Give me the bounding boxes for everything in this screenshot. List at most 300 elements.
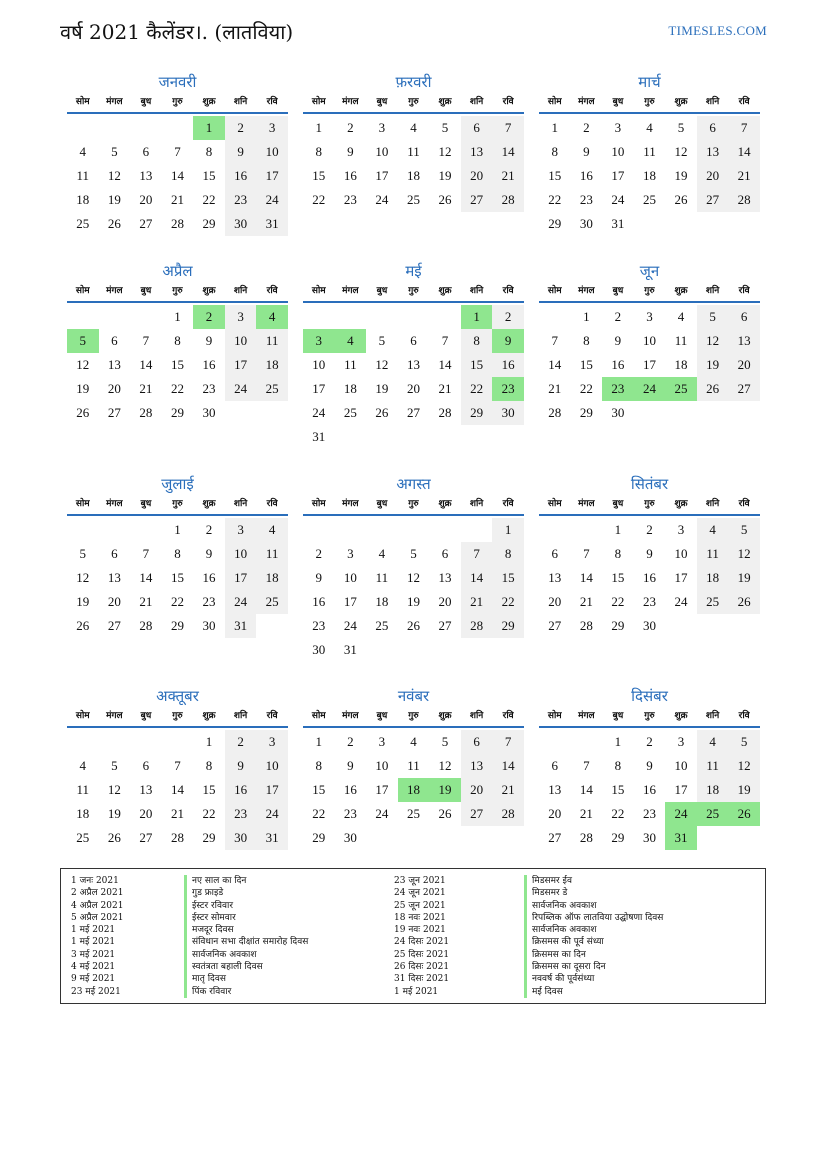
- day-cell[interactable]: 19: [406, 594, 420, 609]
- day-cell[interactable]: 14: [579, 782, 593, 797]
- day-cell[interactable]: 26: [107, 216, 121, 231]
- day-cell[interactable]: 9: [583, 144, 590, 159]
- day-cell[interactable]: 28: [548, 405, 562, 420]
- day-cell[interactable]: 31: [225, 614, 257, 638]
- day-cell[interactable]: 7: [461, 542, 493, 566]
- day-cell[interactable]: 9: [205, 333, 213, 348]
- day-cell[interactable]: 18: [642, 168, 656, 183]
- day-cell[interactable]: 19: [375, 381, 389, 396]
- day-cell[interactable]: 18: [256, 566, 288, 590]
- day-cell[interactable]: 26: [375, 405, 389, 420]
- day-cell[interactable]: 30: [579, 216, 593, 231]
- day-cell[interactable]: 17: [375, 782, 389, 797]
- day-cell[interactable]: 24: [225, 377, 257, 401]
- day-cell[interactable]: 24: [225, 590, 257, 614]
- day-cell[interactable]: 10: [674, 546, 688, 561]
- day-cell[interactable]: 19: [76, 381, 90, 396]
- day-cell[interactable]: 28: [170, 216, 184, 231]
- day-cell[interactable]: 19: [438, 168, 452, 183]
- day-cell[interactable]: 31: [256, 212, 288, 236]
- day-cell[interactable]: 3: [225, 305, 257, 329]
- day-cell[interactable]: 13: [406, 357, 420, 372]
- day-cell[interactable]: 2: [583, 120, 590, 135]
- day-cell[interactable]: 10: [312, 357, 326, 372]
- day-cell[interactable]: 23: [225, 188, 257, 212]
- day-cell[interactable]: 9: [646, 546, 653, 561]
- day-cell[interactable]: 15: [611, 570, 625, 585]
- day-cell[interactable]: 14: [728, 140, 760, 164]
- day-cell[interactable]: 7: [174, 144, 181, 159]
- day-cell[interactable]: 17: [225, 566, 257, 590]
- day-cell[interactable]: 31: [611, 216, 625, 231]
- day-cell[interactable]: 11: [76, 168, 90, 183]
- day-cell[interactable]: 24: [256, 188, 288, 212]
- day-cell[interactable]: 27: [728, 377, 760, 401]
- day-cell[interactable]: 2: [225, 116, 257, 140]
- day-cell[interactable]: 27: [438, 618, 452, 633]
- day-cell[interactable]: 6: [551, 546, 559, 561]
- day-cell[interactable]: 12: [697, 329, 729, 353]
- day-cell[interactable]: 3: [677, 522, 685, 537]
- day-cell[interactable]: 5: [441, 120, 449, 135]
- day-cell[interactable]: 17: [611, 168, 625, 183]
- day-cell[interactable]: 18: [406, 168, 420, 183]
- day-cell[interactable]: 25: [76, 830, 90, 845]
- day-cell[interactable]: 29: [548, 216, 562, 231]
- day-cell[interactable]: 26: [728, 590, 760, 614]
- day-cell[interactable]: 28: [139, 618, 153, 633]
- day-cell[interactable]: 18: [256, 353, 288, 377]
- day-cell[interactable]: 16: [611, 357, 625, 372]
- day-cell[interactable]: 4: [256, 305, 288, 329]
- day-cell[interactable]: 31: [343, 642, 357, 657]
- day-cell[interactable]: 23: [312, 618, 326, 633]
- day-cell[interactable]: 3: [378, 734, 386, 749]
- day-cell[interactable]: 7: [583, 758, 590, 773]
- day-cell[interactable]: 3: [646, 309, 653, 324]
- day-cell[interactable]: 13: [461, 754, 493, 778]
- day-cell[interactable]: 14: [139, 357, 153, 372]
- day-cell[interactable]: 8: [174, 546, 181, 561]
- day-cell[interactable]: 26: [728, 802, 760, 826]
- day-cell[interactable]: 31: [665, 826, 697, 850]
- day-cell[interactable]: 12: [76, 570, 90, 585]
- day-cell[interactable]: 5: [697, 305, 729, 329]
- day-cell[interactable]: 26: [406, 618, 420, 633]
- day-cell[interactable]: 29: [312, 830, 326, 845]
- day-cell[interactable]: 9: [614, 333, 622, 348]
- day-cell[interactable]: 6: [728, 305, 760, 329]
- day-cell[interactable]: 3: [614, 120, 622, 135]
- day-cell[interactable]: 2: [646, 734, 653, 749]
- day-cell[interactable]: 22: [579, 381, 593, 396]
- day-cell[interactable]: 29: [611, 618, 625, 633]
- day-cell[interactable]: 15: [492, 566, 524, 590]
- day-cell[interactable]: 28: [728, 188, 760, 212]
- day-cell[interactable]: 16: [225, 164, 257, 188]
- day-cell[interactable]: 8: [492, 542, 524, 566]
- day-cell[interactable]: 23: [343, 806, 357, 821]
- day-cell[interactable]: 3: [225, 518, 257, 542]
- day-cell[interactable]: 11: [407, 758, 420, 773]
- day-cell[interactable]: 15: [461, 353, 493, 377]
- day-cell[interactable]: 1: [315, 120, 323, 135]
- day-cell[interactable]: 20: [139, 192, 153, 207]
- day-cell[interactable]: 11: [256, 542, 288, 566]
- day-cell[interactable]: 2: [315, 546, 323, 561]
- day-cell[interactable]: 12: [76, 357, 90, 372]
- day-cell[interactable]: 28: [579, 830, 593, 845]
- day-cell[interactable]: 23: [202, 594, 216, 609]
- day-cell[interactable]: 1: [461, 305, 493, 329]
- day-cell[interactable]: 20: [438, 594, 452, 609]
- day-cell[interactable]: 4: [410, 120, 417, 135]
- day-cell[interactable]: 22: [202, 806, 216, 821]
- day-cell[interactable]: 30: [202, 405, 216, 420]
- day-cell[interactable]: 4: [378, 546, 386, 561]
- day-cell[interactable]: 21: [139, 594, 153, 609]
- day-cell[interactable]: 15: [548, 168, 562, 183]
- day-cell[interactable]: 7: [492, 116, 524, 140]
- day-cell[interactable]: 12: [438, 144, 452, 159]
- day-cell[interactable]: 9: [315, 570, 323, 585]
- day-cell[interactable]: 26: [438, 806, 452, 821]
- day-cell[interactable]: 15: [579, 357, 593, 372]
- day-cell[interactable]: 8: [205, 758, 213, 773]
- day-cell[interactable]: 20: [107, 381, 121, 396]
- day-cell[interactable]: 9: [646, 758, 653, 773]
- day-cell[interactable]: 7: [728, 116, 760, 140]
- day-cell[interactable]: 19: [429, 778, 461, 802]
- day-cell[interactable]: 10: [642, 333, 656, 348]
- day-cell[interactable]: 13: [139, 168, 153, 183]
- day-cell[interactable]: 21: [579, 806, 593, 821]
- day-cell[interactable]: 12: [375, 357, 389, 372]
- day-cell[interactable]: 4: [697, 730, 729, 754]
- day-cell[interactable]: 11: [76, 782, 90, 797]
- day-cell[interactable]: 22: [202, 192, 216, 207]
- day-cell[interactable]: 16: [579, 168, 593, 183]
- day-cell[interactable]: 9: [347, 758, 354, 773]
- day-cell[interactable]: 22: [611, 806, 625, 821]
- day-cell[interactable]: 25: [256, 377, 288, 401]
- day-cell[interactable]: 4: [677, 309, 685, 324]
- day-cell[interactable]: 20: [461, 164, 493, 188]
- day-cell[interactable]: 24: [674, 594, 688, 609]
- day-cell[interactable]: 15: [202, 168, 216, 183]
- day-cell[interactable]: 7: [583, 546, 590, 561]
- day-cell[interactable]: 14: [579, 570, 593, 585]
- day-cell[interactable]: 27: [461, 802, 493, 826]
- day-cell[interactable]: 8: [551, 144, 559, 159]
- day-cell[interactable]: 19: [76, 594, 90, 609]
- day-cell[interactable]: 1: [583, 309, 590, 324]
- day-cell[interactable]: 26: [107, 830, 121, 845]
- day-cell[interactable]: 29: [461, 401, 493, 425]
- day-cell[interactable]: 1: [174, 309, 181, 324]
- day-cell[interactable]: 19: [697, 353, 729, 377]
- day-cell[interactable]: 27: [548, 830, 562, 845]
- day-cell[interactable]: 15: [170, 357, 184, 372]
- day-cell[interactable]: 18: [343, 381, 357, 396]
- day-cell[interactable]: 4: [646, 120, 653, 135]
- site-link[interactable]: TIMESLES.COM: [668, 23, 767, 38]
- day-cell[interactable]: 25: [256, 590, 288, 614]
- day-cell[interactable]: 17: [256, 164, 288, 188]
- day-cell[interactable]: 4: [79, 144, 87, 159]
- day-cell[interactable]: 20: [107, 594, 121, 609]
- day-cell[interactable]: 18: [398, 778, 430, 802]
- day-cell[interactable]: 27: [697, 188, 729, 212]
- day-cell[interactable]: 29: [202, 216, 216, 231]
- day-cell[interactable]: 27: [548, 618, 562, 633]
- day-cell[interactable]: 21: [170, 806, 184, 821]
- day-cell[interactable]: 4: [410, 734, 417, 749]
- day-cell[interactable]: 7: [492, 730, 524, 754]
- day-cell[interactable]: 10: [225, 542, 257, 566]
- day-cell[interactable]: 16: [202, 570, 216, 585]
- day-cell[interactable]: 29: [170, 405, 184, 420]
- day-cell[interactable]: 24: [634, 377, 666, 401]
- day-cell[interactable]: 21: [728, 164, 760, 188]
- day-cell[interactable]: 16: [642, 782, 656, 797]
- day-cell[interactable]: 10: [225, 329, 257, 353]
- day-cell[interactable]: 11: [344, 357, 357, 372]
- day-cell[interactable]: 19: [728, 778, 760, 802]
- day-cell[interactable]: 21: [492, 164, 524, 188]
- day-cell[interactable]: 9: [205, 546, 213, 561]
- day-cell[interactable]: 19: [728, 566, 760, 590]
- day-cell[interactable]: 7: [142, 546, 150, 561]
- day-cell[interactable]: 17: [256, 778, 288, 802]
- day-cell[interactable]: 6: [111, 546, 118, 561]
- day-cell[interactable]: 18: [674, 357, 688, 372]
- day-cell[interactable]: 28: [492, 802, 524, 826]
- day-cell[interactable]: 30: [312, 642, 326, 657]
- day-cell[interactable]: 8: [461, 329, 493, 353]
- day-cell[interactable]: 1: [174, 522, 181, 537]
- day-cell[interactable]: 15: [312, 782, 326, 797]
- day-cell[interactable]: 20: [139, 806, 153, 821]
- day-cell[interactable]: 8: [614, 546, 622, 561]
- day-cell[interactable]: 21: [461, 590, 493, 614]
- day-cell[interactable]: 4: [697, 518, 729, 542]
- day-cell[interactable]: 28: [492, 188, 524, 212]
- day-cell[interactable]: 18: [76, 192, 90, 207]
- day-cell[interactable]: 11: [697, 542, 729, 566]
- day-cell[interactable]: 9: [492, 329, 524, 353]
- day-cell[interactable]: 24: [343, 618, 357, 633]
- day-cell[interactable]: 11: [375, 570, 389, 585]
- day-cell[interactable]: 14: [492, 140, 524, 164]
- day-cell[interactable]: 26: [76, 405, 90, 420]
- day-cell[interactable]: 6: [461, 116, 493, 140]
- day-cell[interactable]: 21: [492, 778, 524, 802]
- day-cell[interactable]: 13: [548, 782, 562, 797]
- day-cell[interactable]: 28: [139, 405, 153, 420]
- day-cell[interactable]: 12: [107, 782, 121, 797]
- day-cell[interactable]: 12: [674, 144, 688, 159]
- day-cell[interactable]: 10: [256, 140, 288, 164]
- day-cell[interactable]: 12: [728, 542, 760, 566]
- day-cell[interactable]: 21: [579, 594, 593, 609]
- day-cell[interactable]: 26: [438, 192, 452, 207]
- day-cell[interactable]: 29: [611, 830, 625, 845]
- day-cell[interactable]: 28: [579, 618, 593, 633]
- day-cell[interactable]: 29: [579, 405, 593, 420]
- day-cell[interactable]: 10: [611, 144, 625, 159]
- day-cell[interactable]: 18: [76, 806, 90, 821]
- day-cell[interactable]: 5: [79, 546, 87, 561]
- day-cell[interactable]: 25: [642, 192, 656, 207]
- day-cell[interactable]: 2: [205, 522, 213, 537]
- day-cell[interactable]: 18: [697, 566, 729, 590]
- day-cell[interactable]: 2: [347, 120, 354, 135]
- day-cell[interactable]: 27: [107, 618, 121, 633]
- day-cell[interactable]: 13: [697, 140, 729, 164]
- day-cell[interactable]: 30: [225, 212, 257, 236]
- day-cell[interactable]: 4: [335, 329, 367, 353]
- day-cell[interactable]: 27: [461, 188, 493, 212]
- day-cell[interactable]: 1: [193, 116, 225, 140]
- day-cell[interactable]: 17: [674, 782, 688, 797]
- day-cell[interactable]: 6: [142, 144, 150, 159]
- day-cell[interactable]: 8: [614, 758, 622, 773]
- day-cell[interactable]: 22: [312, 192, 326, 207]
- day-cell[interactable]: 23: [642, 806, 656, 821]
- day-cell[interactable]: 27: [406, 405, 420, 420]
- day-cell[interactable]: 3: [677, 734, 685, 749]
- day-cell[interactable]: 5: [677, 120, 685, 135]
- day-cell[interactable]: 6: [142, 758, 150, 773]
- day-cell[interactable]: 14: [461, 566, 493, 590]
- day-cell[interactable]: 17: [674, 570, 688, 585]
- day-cell[interactable]: 30: [225, 826, 257, 850]
- day-cell[interactable]: 25: [406, 192, 420, 207]
- day-cell[interactable]: 16: [225, 778, 257, 802]
- day-cell[interactable]: 12: [107, 168, 121, 183]
- day-cell[interactable]: 25: [697, 590, 729, 614]
- day-cell[interactable]: 4: [256, 518, 288, 542]
- day-cell[interactable]: 29: [492, 614, 524, 638]
- day-cell[interactable]: 23: [492, 377, 524, 401]
- day-cell[interactable]: 5: [728, 730, 760, 754]
- day-cell[interactable]: 29: [202, 830, 216, 845]
- day-cell[interactable]: 13: [107, 570, 121, 585]
- day-cell[interactable]: 3: [256, 116, 288, 140]
- day-cell[interactable]: 23: [202, 381, 216, 396]
- day-cell[interactable]: 15: [202, 782, 216, 797]
- day-cell[interactable]: 28: [170, 830, 184, 845]
- day-cell[interactable]: 1: [614, 522, 622, 537]
- day-cell[interactable]: 21: [548, 381, 562, 396]
- day-cell[interactable]: 22: [170, 594, 184, 609]
- day-cell[interactable]: 9: [225, 754, 257, 778]
- day-cell[interactable]: 20: [461, 778, 493, 802]
- day-cell[interactable]: 12: [438, 758, 452, 773]
- day-cell[interactable]: 25: [343, 405, 357, 420]
- day-cell[interactable]: 16: [642, 570, 656, 585]
- day-cell[interactable]: 25: [375, 618, 389, 633]
- day-cell[interactable]: 25: [76, 216, 90, 231]
- day-cell[interactable]: 3: [347, 546, 354, 561]
- day-cell[interactable]: 20: [406, 381, 420, 396]
- day-cell[interactable]: 5: [111, 144, 118, 159]
- day-cell[interactable]: 20: [728, 353, 760, 377]
- day-cell[interactable]: 26: [697, 377, 729, 401]
- day-cell[interactable]: 22: [548, 192, 562, 207]
- day-cell[interactable]: 23: [602, 377, 634, 401]
- day-cell[interactable]: 22: [312, 806, 326, 821]
- day-cell[interactable]: 17: [343, 594, 357, 609]
- day-cell[interactable]: 13: [438, 570, 452, 585]
- day-cell[interactable]: 19: [107, 192, 121, 207]
- day-cell[interactable]: 3: [303, 329, 335, 353]
- day-cell[interactable]: 24: [375, 192, 389, 207]
- day-cell[interactable]: 2: [225, 730, 257, 754]
- day-cell[interactable]: 21: [438, 381, 452, 396]
- day-cell[interactable]: 13: [139, 782, 153, 797]
- day-cell[interactable]: 25: [665, 377, 697, 401]
- day-cell[interactable]: 17: [375, 168, 389, 183]
- day-cell[interactable]: 5: [728, 518, 760, 542]
- day-cell[interactable]: 7: [441, 333, 449, 348]
- day-cell[interactable]: 21: [170, 192, 184, 207]
- day-cell[interactable]: 23: [642, 594, 656, 609]
- day-cell[interactable]: 3: [378, 120, 386, 135]
- day-cell[interactable]: 14: [548, 357, 562, 372]
- day-cell[interactable]: 20: [548, 806, 562, 821]
- day-cell[interactable]: 14: [170, 168, 184, 183]
- day-cell[interactable]: 13: [548, 570, 562, 585]
- day-cell[interactable]: 10: [674, 758, 688, 773]
- day-cell[interactable]: 4: [79, 758, 87, 773]
- day-cell[interactable]: 5: [378, 333, 386, 348]
- day-cell[interactable]: 17: [312, 381, 326, 396]
- day-cell[interactable]: 30: [492, 401, 524, 425]
- day-cell[interactable]: 1: [492, 518, 524, 542]
- day-cell[interactable]: 27: [139, 830, 153, 845]
- day-cell[interactable]: 8: [315, 758, 323, 773]
- day-cell[interactable]: 31: [256, 826, 288, 850]
- day-cell[interactable]: 15: [611, 782, 625, 797]
- day-cell[interactable]: 14: [170, 782, 184, 797]
- day-cell[interactable]: 13: [461, 140, 493, 164]
- day-cell[interactable]: 10: [256, 754, 288, 778]
- day-cell[interactable]: 16: [343, 782, 357, 797]
- day-cell[interactable]: 28: [461, 614, 493, 638]
- day-cell[interactable]: 2: [347, 734, 354, 749]
- day-cell[interactable]: 13: [107, 357, 121, 372]
- day-cell[interactable]: 6: [410, 333, 417, 348]
- day-cell[interactable]: 11: [674, 333, 688, 348]
- day-cell[interactable]: 30: [642, 830, 656, 845]
- day-cell[interactable]: 22: [492, 590, 524, 614]
- day-cell[interactable]: 23: [225, 802, 257, 826]
- day-cell[interactable]: 11: [697, 754, 729, 778]
- day-cell[interactable]: 19: [674, 168, 688, 183]
- day-cell[interactable]: 22: [461, 377, 493, 401]
- day-cell[interactable]: 1: [614, 734, 622, 749]
- day-cell[interactable]: 5: [441, 734, 449, 749]
- day-cell[interactable]: 18: [375, 594, 389, 609]
- day-cell[interactable]: 22: [170, 381, 184, 396]
- day-cell[interactable]: 7: [551, 333, 559, 348]
- day-cell[interactable]: 6: [551, 758, 559, 773]
- day-cell[interactable]: 16: [312, 594, 326, 609]
- day-cell[interactable]: 11: [407, 144, 420, 159]
- day-cell[interactable]: 2: [646, 522, 653, 537]
